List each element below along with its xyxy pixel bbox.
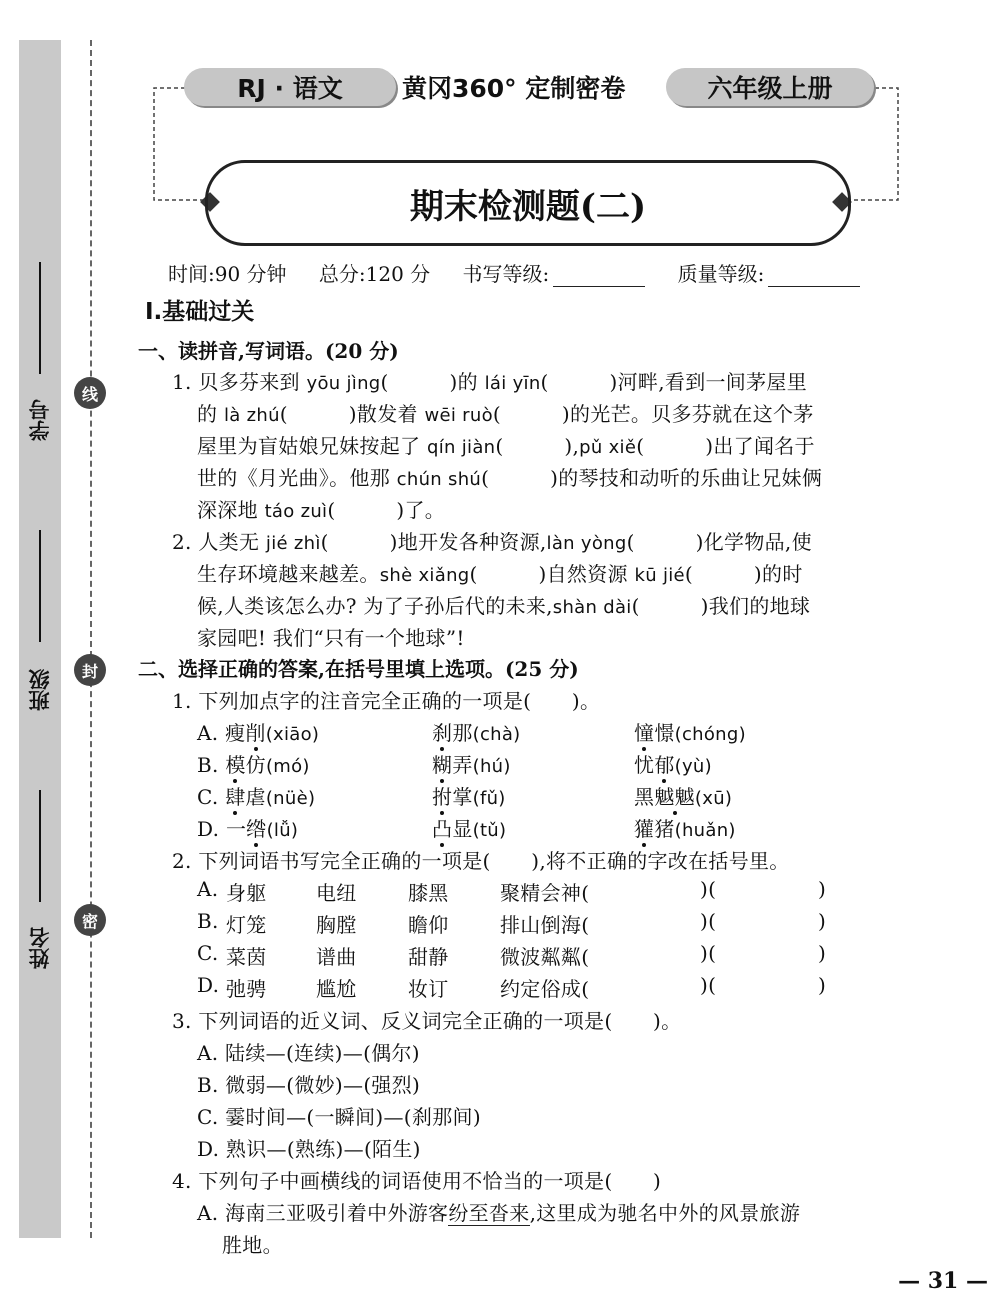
s2-q2-a-end: ) [818, 877, 827, 901]
s2-q2-c-letter: C. [197, 941, 219, 965]
s1-q1-line3: 屋里为盲姑娘兄妹按起了 qín jiàn( ),pǔ xiě( )出了闻名于 [197, 434, 815, 458]
s2-q2-b-w4: 排山倒海( [500, 913, 590, 937]
seal-line: 线 [74, 377, 106, 409]
class-blank [39, 530, 41, 642]
s1-q2-line4: 家园吧! 我们“只有一个地球”! [197, 626, 465, 650]
s2-q2-d-w4: 约定俗成( [500, 977, 590, 1001]
quality-grade-blank [768, 268, 860, 287]
s2-q2-d-mid: )( [700, 973, 717, 997]
s1-q1-line1: 1. 贝多芬来到 yōu jìng( )的 lái yīn( )河畔,看到一间茅屋里 [172, 370, 807, 394]
s2-q2-c-w1: 菜茵 [226, 945, 267, 969]
s2-q1-option-b2: 糊弄(hú) [432, 753, 511, 777]
s1-q2-line3: 候,人类该怎么办? 为了子孙后代的未来,shàn dài( )我们的地球 [197, 594, 811, 618]
s2-q2-a-w2: 电纽 [316, 881, 357, 905]
s1-q1-line4: 世的《月光曲》。他那 chún shú( )的琴技和动听的乐曲让兄妹俩 [197, 466, 823, 490]
s2-q2-b-w3: 瞻仰 [408, 913, 449, 937]
s2-q2-a-letter: A. [197, 877, 219, 901]
s2-q2-d-end: ) [818, 973, 827, 997]
s1-q1-line2: 的 là zhú( )散发着 wēi ruò( )的光芒。贝多芬就在这个茅 [197, 402, 814, 426]
s2-q2-c-w3: 甜静 [408, 945, 449, 969]
section-2-heading: 二、选择正确的答案,在括号里填上选项。(25 分) [138, 657, 579, 681]
page-title: 期末检测题(二) [205, 160, 851, 246]
section-1-heading: 一、读拼音,写词语。(20 分) [138, 339, 399, 363]
seal-seal: 封 [74, 654, 106, 686]
underlined-phrase: 纷至沓来 [448, 1201, 530, 1225]
s2-q2-a-mid: )( [700, 877, 717, 901]
s2-q4-option-a-cont: 胜地。 [222, 1233, 283, 1257]
quality-grade-label: 质量等级: [677, 262, 765, 286]
student-no-blank [39, 262, 41, 374]
student-no-label: 学号 [28, 399, 52, 441]
s2-q2-c-mid: )( [700, 941, 717, 965]
s2-q2-c-end: ) [818, 941, 827, 965]
s2-q2-a-w3: 膝黑 [408, 881, 449, 905]
s2-q2-c-w2: 谱曲 [316, 945, 357, 969]
s2-q1-option-a2: 刹那(chà) [432, 721, 521, 745]
subject-badge: RJ · 语文 [184, 68, 396, 106]
s2-q2-b-w1: 灯笼 [226, 913, 267, 937]
cut-line [90, 40, 92, 1238]
s2-q2-d-letter: D. [197, 973, 220, 997]
s2-q1-stem: 1. 下列加点字的注音完全正确的一项是( )。 [172, 689, 601, 713]
s2-q1-option-c: C. 肆虐(nüè) [197, 785, 316, 809]
s2-q2-b-end: ) [818, 909, 827, 933]
s2-q1-option-c2: 拊掌(fǔ) [432, 785, 506, 809]
s2-q3-stem: 3. 下列词语的近义词、反义词完全正确的一项是( )。 [172, 1009, 682, 1033]
s2-q3-option-b: B. 微弱—(微妙)—(强烈) [197, 1073, 421, 1097]
s2-q1-option-b: B. 模仿(mó) [197, 753, 310, 777]
time-info: 时间:90 分钟 [168, 262, 287, 286]
s2-q2-d-w2: 尴尬 [316, 977, 357, 1001]
s2-q1-option-d3: 獾猪(huǎn) [634, 817, 736, 841]
s2-q2-b-w2: 胸膛 [316, 913, 357, 937]
exam-meta [168, 258, 886, 287]
s2-q3-option-d: D. 熟识—(熟练)—(陌生) [197, 1137, 421, 1161]
s2-q2-stem: 2. 下列词语书写完全正确的一项是( ),将不正确的字改在括号里。 [172, 849, 790, 873]
part-heading: Ⅰ.基础过关 [145, 299, 255, 325]
s2-q2-a-w4: 聚精会神( [500, 881, 590, 905]
name-label: 姓名 [28, 927, 52, 969]
grade-badge: 六年级上册 [666, 68, 874, 106]
s2-q4-stem: 4. 下列句子中画横线的词语使用不恰当的一项是( ) [172, 1169, 662, 1193]
series-title: 黄冈360° 定制密卷 [402, 74, 626, 103]
seal-secret: 密 [74, 904, 106, 936]
s1-q1-line5: 深深地 táo zuì( )了。 [197, 498, 446, 522]
class-label: 班级 [28, 669, 52, 711]
writing-grade-blank [553, 268, 645, 287]
s2-q2-d-w3: 妆订 [408, 977, 449, 1001]
s2-q3-option-c: C. 霎时间—(一瞬间)—(刹那间) [197, 1105, 481, 1129]
s2-q2-b-letter: B. [197, 909, 219, 933]
s2-q2-b-mid: )( [700, 909, 717, 933]
s2-q2-d-w1: 弛骋 [226, 977, 267, 1001]
page-number: — 31 — [898, 1268, 988, 1294]
s1-q2-line2: 生存环境越来越差。shè xiǎng( )自然资源 kū jié( )的时 [197, 562, 803, 586]
s2-q2-c-w4: 微波粼粼( [500, 945, 590, 969]
s1-q2-line1: 2. 人类无 jié zhì( )地开发各种资源,làn yòng( )化学物品,使 [172, 530, 812, 554]
s2-q1-option-b3: 忧郁(yù) [634, 753, 712, 777]
total-score: 总分:120 分 [318, 262, 431, 286]
s2-q1-option-a: A. 瘦削(xiāo) [197, 721, 320, 745]
s2-q1-option-d2: 凸显(tǔ) [432, 817, 507, 841]
s2-q4-option-a: A. 海南三亚吸引着中外游客纷至沓来,这里成为驰名中外的风景旅游 [197, 1201, 801, 1225]
s2-q1-option-a3: 憧憬(chóng) [634, 721, 746, 745]
s2-q1-option-d: D. 一绺(lǚ) [197, 817, 299, 841]
s2-q1-option-c3: 黑魆魆(xū) [634, 785, 733, 809]
s2-q2-a-w1: 身躯 [226, 881, 267, 905]
s2-q3-option-a: A. 陆续—(连续)—(偶尔) [197, 1041, 420, 1065]
name-blank [39, 790, 41, 902]
writing-grade-label: 书写等级: [462, 262, 550, 286]
